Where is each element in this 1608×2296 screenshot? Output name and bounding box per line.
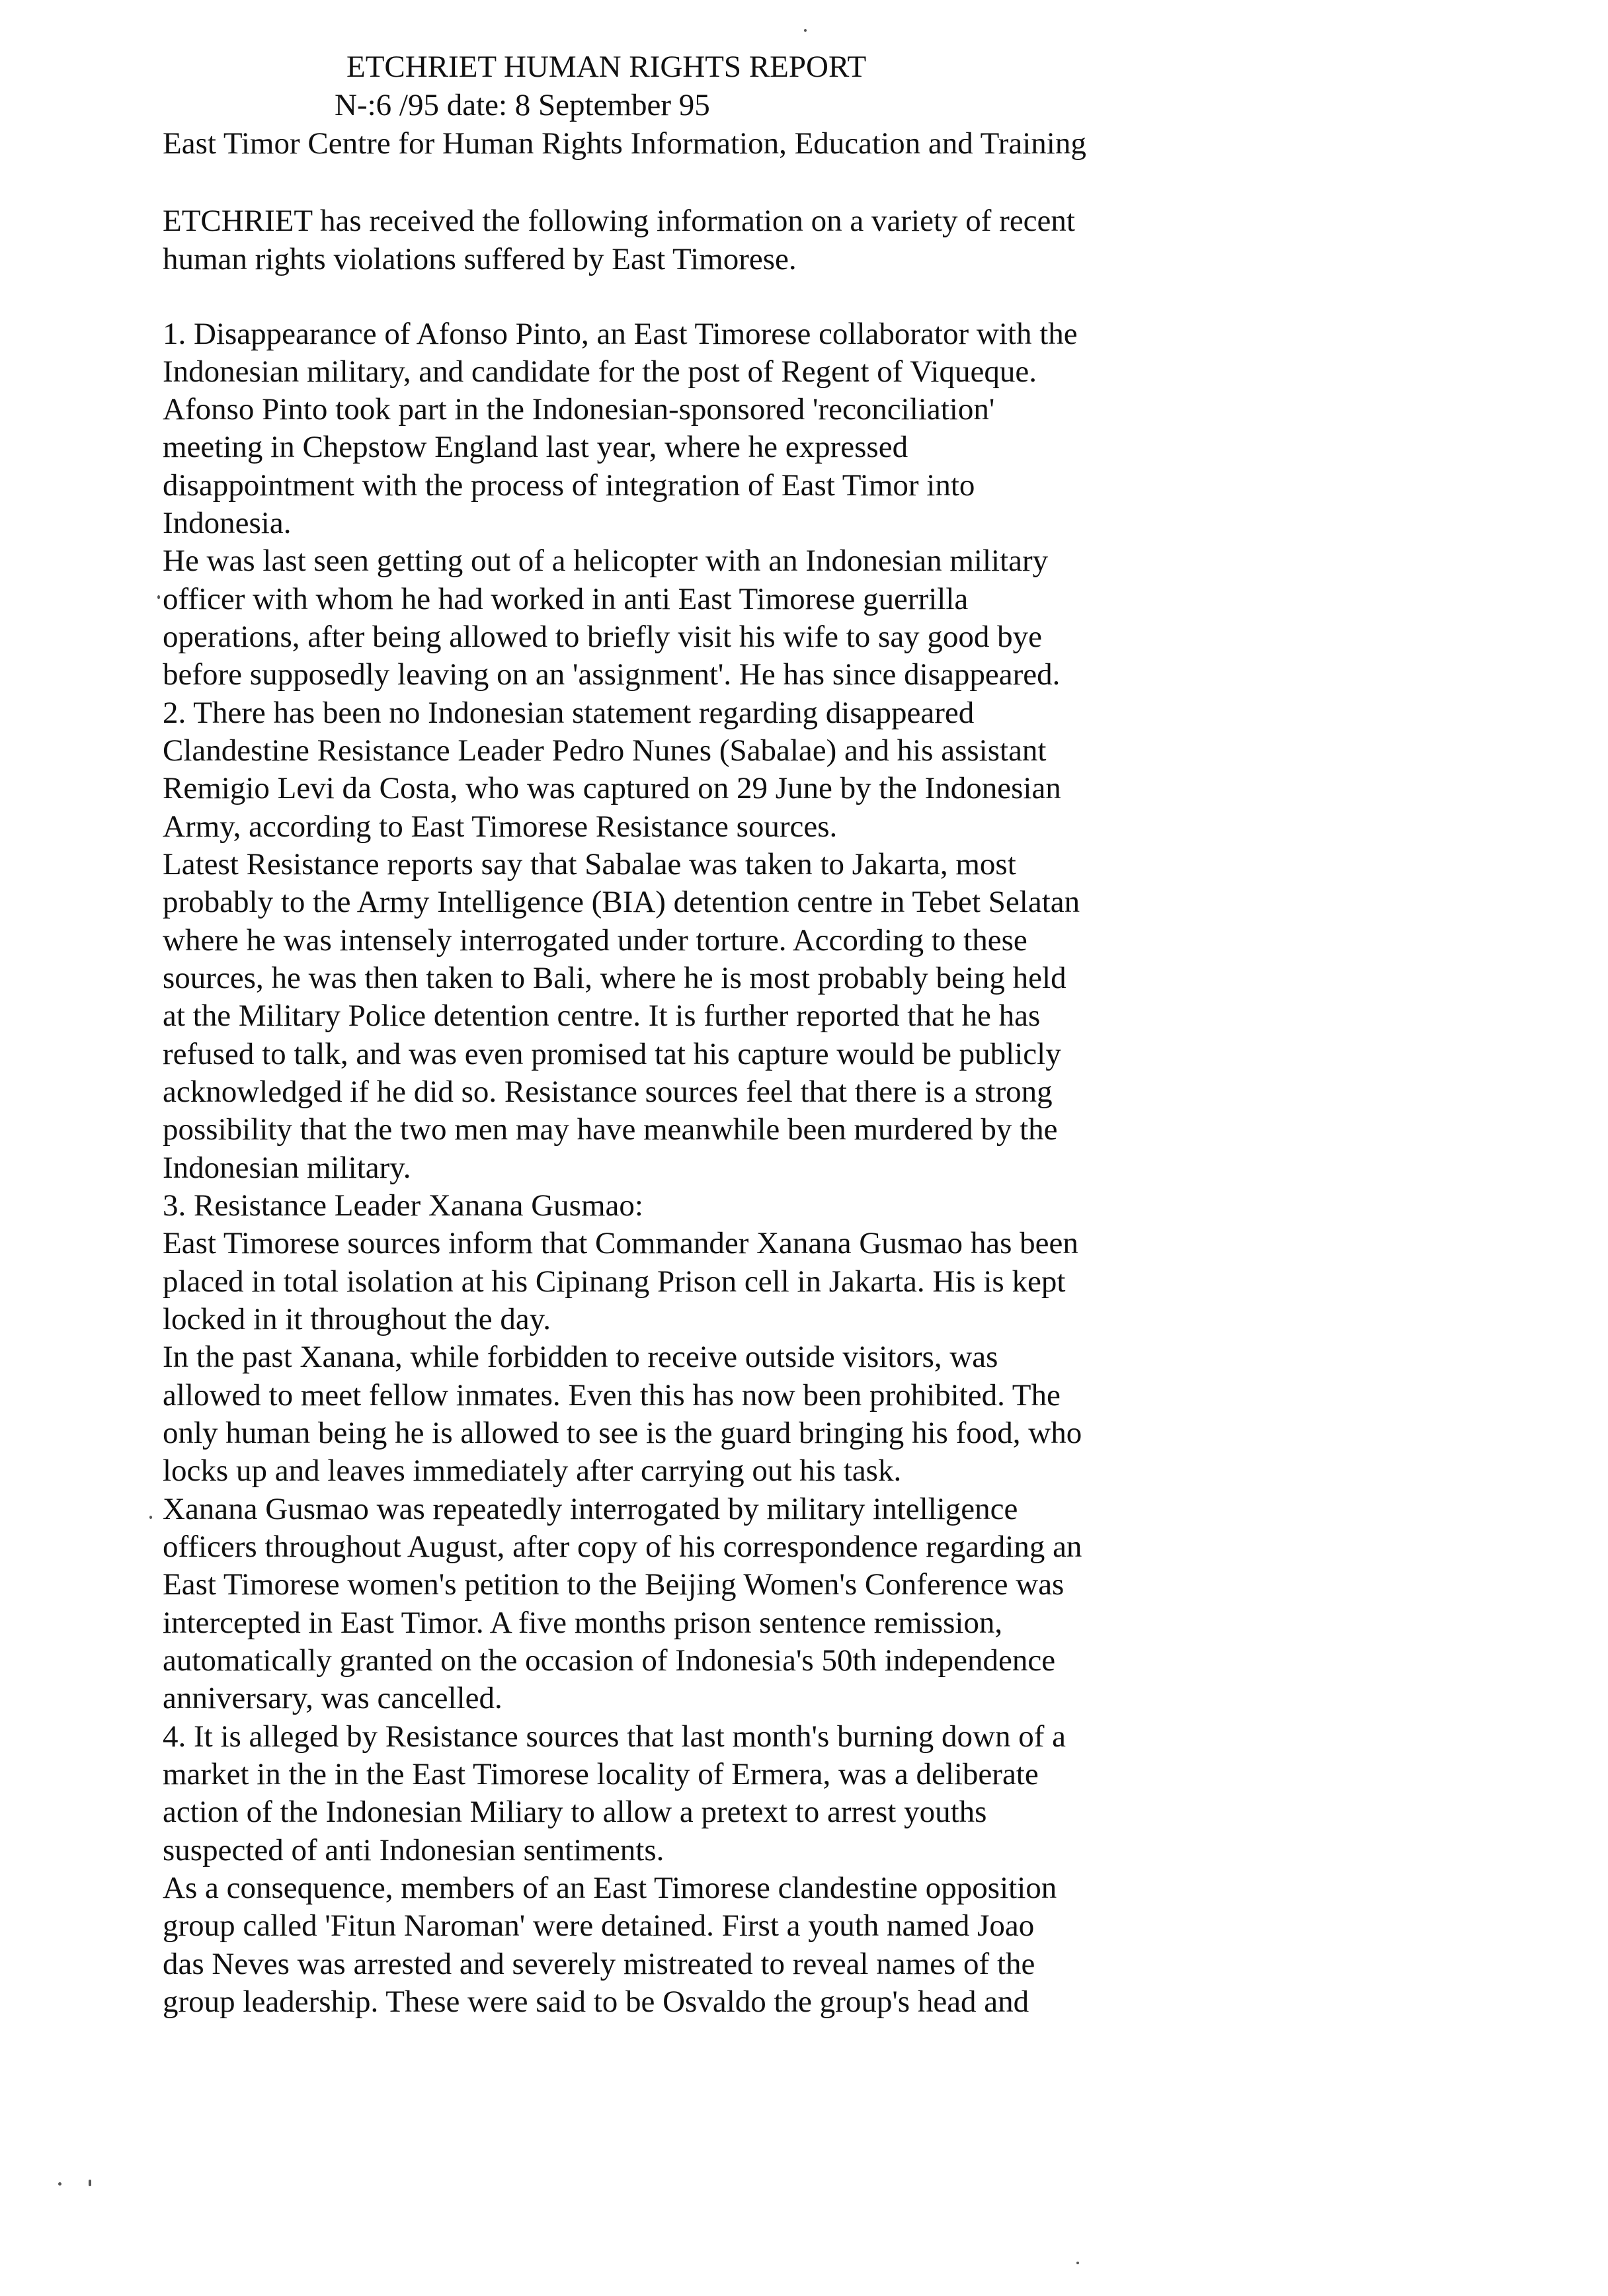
text-line: action of the Indonesian Miliary to allow a pretext to arrest youths <box>163 1795 987 1829</box>
scan-speck <box>149 1516 152 1519</box>
scan-speck <box>89 2180 91 2186</box>
text-line: locks up and leaves immediately after carrying out his task. <box>163 1454 902 1488</box>
text-line: Latest Resistance reports say that Sabalae was taken to Jakarta, most <box>163 847 1016 882</box>
text-line: Army, according to East Timorese Resistance sources. <box>163 809 838 844</box>
text-line: locked in it throughout the day. <box>163 1302 551 1336</box>
text-line: possibility that the two men may have meanwhile been murdered by the <box>163 1112 1058 1147</box>
text-line: placed in total isolation at his Cipinang Prison cell in Jakarta. His is kept <box>163 1264 1066 1299</box>
text-line: 2. There has been no Indonesian statement regarding disappeared <box>163 696 975 730</box>
text-line: Indonesian military. <box>163 1151 411 1185</box>
text-line: In the past Xanana, while forbidden to receive outside visitors, was <box>163 1340 998 1374</box>
text-line: probably to the Army Intelligence (BIA) detention centre in Tebet Selatan <box>163 885 1080 919</box>
text-line: operations, after being allowed to briefly visit his wife to say good bye <box>163 620 1043 654</box>
text-line: where he was intensely interrogated under torture. According to these <box>163 923 1027 958</box>
report-number-date: N-:6 /95 date: 8 September 95 <box>335 88 710 122</box>
text-line: suspected of anti Indonesian sentiments. <box>163 1833 664 1867</box>
scan-speck <box>157 595 160 599</box>
text-line: refused to talk, and was even promised tat his capture would be publicly <box>163 1037 1061 1071</box>
text-line: ETCHRIET has received the following information on a variety of recent <box>163 204 1075 238</box>
text-line: 3. Resistance Leader Xanana Gusmao: <box>163 1188 643 1223</box>
text-line: As a consequence, members of an East Timorese clandestine opposition <box>163 1871 1057 1905</box>
report-title: ETCHRIET HUMAN RIGHTS REPORT <box>346 50 867 84</box>
text-line: 4. It is alleged by Resistance sources that last month's burning down of a <box>163 1719 1066 1754</box>
text-line: Clandestine Resistance Leader Pedro Nunes (Sabalae) and his assistant <box>163 733 1047 768</box>
text-line: Indonesian military, and candidate for the post of Regent of Viqueque. <box>163 354 1037 389</box>
text-line: automatically granted on the occasion of Indonesia's 50th independence <box>163 1643 1056 1678</box>
text-line: group leadership. These were said to be Osvaldo the group's head and <box>163 1985 1029 2019</box>
text-line: He was last seen getting out of a helicopter with an Indonesian military <box>163 544 1049 578</box>
text-line: intercepted in East Timor. A five months prison sentence remission, <box>163 1606 1003 1640</box>
text-line: officers throughout August, after copy of his correspondence regarding an <box>163 1530 1082 1564</box>
text-line: officer with whom he had worked in anti East Timorese guerrilla <box>163 582 969 616</box>
scan-speck <box>58 2182 61 2186</box>
text-line: Indonesia. <box>163 506 292 540</box>
text-line: meeting in Chepstow England last year, where he expressed <box>163 430 908 464</box>
text-line: anniversary, was cancelled. <box>163 1681 502 1715</box>
text-line: das Neves was arrested and severely mistreated to reveal names of the <box>163 1947 1035 1981</box>
text-line: disappointment with the process of integration of East Timor into <box>163 468 975 503</box>
text-line: Afonso Pinto took part in the Indonesian-sponsored 'reconciliation' <box>163 392 995 427</box>
text-line: before supposedly leaving on an 'assignment'. He has since disappeared. <box>163 657 1061 692</box>
text-line: Xanana Gusmao was repeatedly interrogated by military intelligence <box>163 1492 1018 1526</box>
text-line: allowed to meet fellow inmates. Even this has now been prohibited. The <box>163 1378 1061 1413</box>
text-line: only human being he is allowed to see is the guard bringing his food, who <box>163 1416 1082 1450</box>
text-line: East Timorese women's petition to the Beijing Women's Conference was <box>163 1567 1065 1602</box>
text-line: Remigio Levi da Costa, who was captured on 29 June by the Indonesian <box>163 771 1061 805</box>
text-line: at the Military Police detention centre. It is further reported that he has <box>163 999 1041 1033</box>
text-line: East Timorese sources inform that Commander Xanana Gusmao has been <box>163 1226 1078 1260</box>
text-line: human rights violations suffered by East Timorese. <box>163 242 797 276</box>
text-line: group called 'Fitun Naroman' were detained. First a youth named Joao <box>163 1908 1035 1943</box>
scan-speck <box>804 29 807 32</box>
text-line: sources, he was then taken to Bali, where he is most probably being held <box>163 961 1066 995</box>
organization-name: East Timor Centre for Human Rights Information, Education and Training <box>163 126 1086 161</box>
text-line: market in the in the East Timorese locality of Ermera, was a deliberate <box>163 1757 1039 1791</box>
text-line: acknowledged if he did so. Resistance sources feel that there is a strong <box>163 1075 1053 1109</box>
text-line: 1. Disappearance of Afonso Pinto, an East Timorese collaborator with the <box>163 317 1078 351</box>
scan-speck <box>1076 2262 1079 2264</box>
